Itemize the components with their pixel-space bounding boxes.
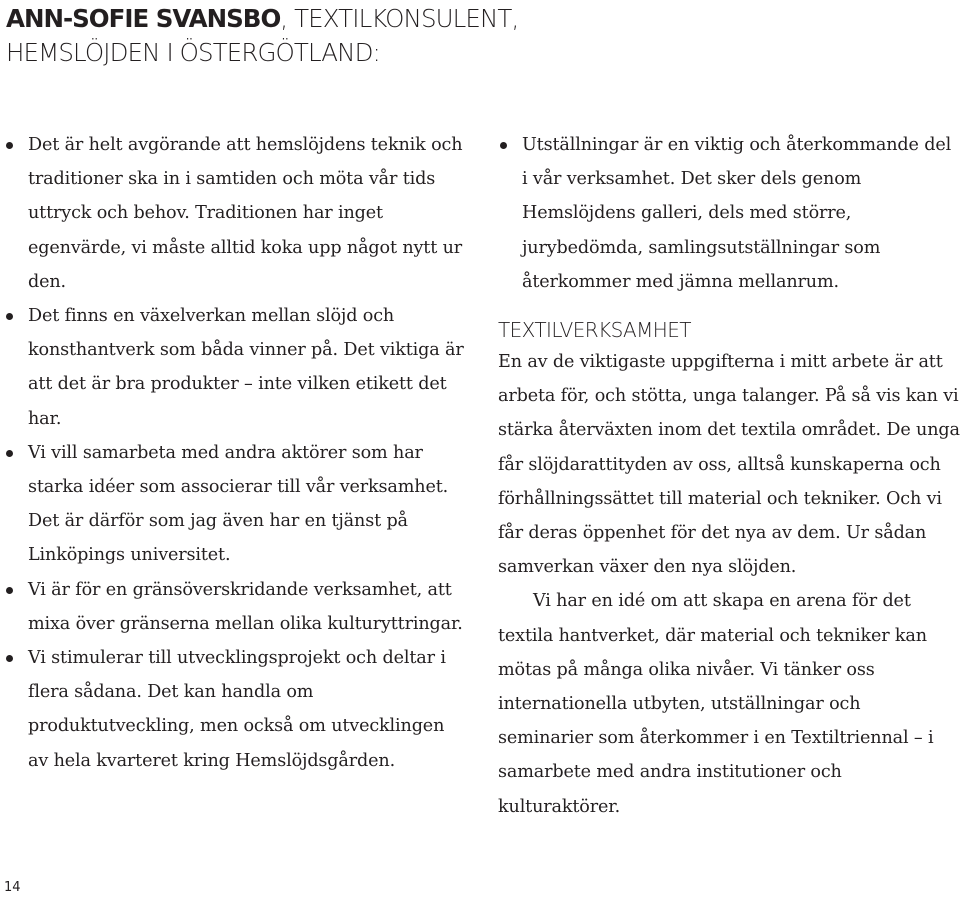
page-number: 14 xyxy=(4,880,21,895)
left-bullet-list xyxy=(4,128,466,778)
body-paragraph: En av de viktigaste uppgifterna i mitt arbete är att arbeta för, och stötta, unga talanger. På så vis kan vi stärka återväxten inom det textila området. De unga får slöjdarattityden av oss, alltså kunskaperna och förhållningssättet till material och tekniker. Och vi får deras öppenhet för det nya av dem. Ur sådan samverkan växer den nya slöjden. xyxy=(498,352,960,578)
page-heading xyxy=(6,2,906,70)
list-item: Vi stimulerar till utvecklingsprojekt och deltar i flera sådana. Det kan handla om produktutveckling, men också om utvecklingen av hela kvarteret kring Hemslöjdsgården. xyxy=(4,641,466,778)
author-organization: HEMSLÖJDEN I ÖSTERGÖTLAND: xyxy=(6,38,380,67)
right-bullet-list xyxy=(498,128,960,299)
left-column xyxy=(4,128,466,778)
right-column xyxy=(498,128,960,824)
list-item: Det är helt avgörande att hemslöjdens teknik och traditioner ska in i samtiden och möta vår tids uttryck och behov. Traditionen har inget egenvärde, vi måste alltid koka upp något nytt ur den. xyxy=(4,128,466,299)
list-item: Det finns en växelverkan mellan slöjd och konsthantverk som båda vinner på. Det viktiga är att det är bra produkter – inte vilken etikett det har. xyxy=(4,299,466,436)
author-role: , TEXTILKONSULENT, xyxy=(280,4,519,33)
body-paragraph: Vi har en idé om att skapa en arena för det textila hantverket, där material och tekniker kan mötas på många olika nivåer. Vi tänker oss internationella utbyten, utställningar och seminarier som återkommer i en Textiltriennal – i samarbete med andra institutioner och kulturaktörer. xyxy=(498,591,934,817)
list-item: Vi är för en gränsöverskridande verksamhet, att mixa över gränserna mellan olika kulturyttringar. xyxy=(4,573,466,641)
section-title: TEXTILVERKSAMHET xyxy=(498,318,691,343)
author-name: ANN-SOFIE SVANSBO xyxy=(6,4,281,33)
list-item: Vi vill samarbeta med andra aktörer som har starka idéer som associerar till vår verksamhet. Det är därför som jag även har en tjänst på Linköpings universitet. xyxy=(4,436,466,573)
list-item: Utställningar är en viktig och återkommande del i vår verksamhet. Det sker dels genom Hemslöjdens galleri, dels med större, jurybedömda, samlingsutställningar som återkommer med jämna mellanrum. xyxy=(498,128,960,299)
